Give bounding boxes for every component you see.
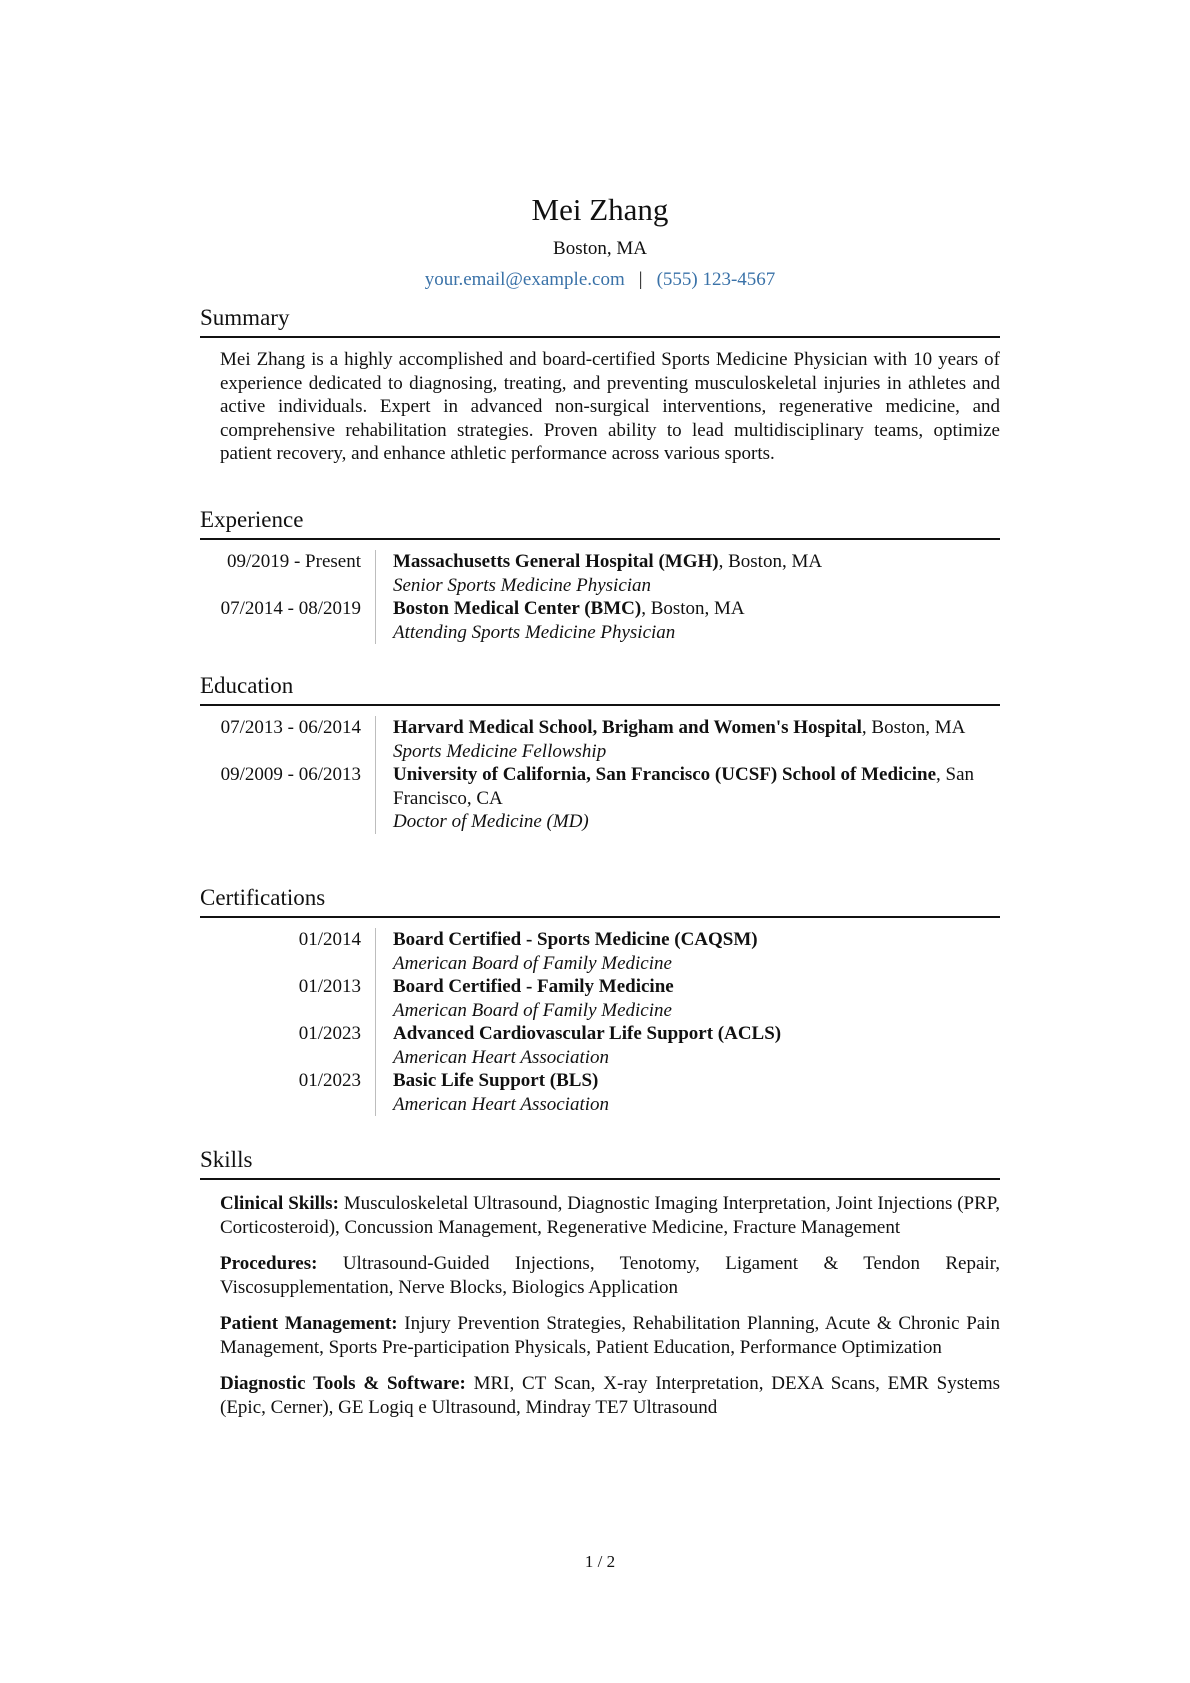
entry-place: , San Francisco, CA bbox=[393, 764, 975, 809]
certification-name: Board Certified - Family Medicine bbox=[393, 976, 674, 997]
entry-date: 01/2013 bbox=[298, 976, 361, 997]
candidate-location: Boston, MA bbox=[553, 238, 647, 259]
certifications-list bbox=[200, 928, 1000, 1116]
summary-text: Mei Zhang is a highly accomplished and board-certified Sports Medicine Physician with 10 years of experience dedicated to diagnosing, treating, and preventing musculoskeletal injuries in athletes and active individuals. Expert in advanced non-surgical interventions, regenerative medicine, and comprehensive rehabilitation strategies. Proven ability to lead multidisciplinary teams, optimize patient recovery, and enhance athletic performance across various sports. bbox=[220, 349, 1000, 464]
entry-date: 07/2014 - 08/2019 bbox=[220, 598, 361, 619]
education-entry bbox=[200, 763, 1000, 834]
skill-group bbox=[220, 1372, 1000, 1419]
entry-organization: Harvard Medical School, Brigham and Women's Hospital bbox=[393, 717, 862, 738]
entry-body bbox=[393, 975, 1000, 1022]
entry-divider bbox=[375, 763, 378, 834]
entry-title bbox=[393, 763, 1000, 810]
experience-entry bbox=[200, 597, 1000, 644]
entry-divider bbox=[375, 550, 378, 597]
entry-date: 01/2023 bbox=[298, 1070, 361, 1091]
certification-entry bbox=[200, 1022, 1000, 1069]
entry-body bbox=[393, 716, 1000, 763]
section-divider bbox=[200, 916, 1000, 918]
contact-separator: | bbox=[638, 269, 643, 290]
entry-degree: Sports Medicine Fellowship bbox=[393, 740, 607, 762]
contact-line bbox=[200, 267, 1000, 293]
section-divider bbox=[200, 704, 1000, 706]
section-title-summary: Summary bbox=[200, 305, 290, 330]
skill-group bbox=[220, 1252, 1000, 1299]
certification-entry bbox=[200, 975, 1000, 1022]
entry-divider bbox=[375, 597, 378, 644]
summary-section bbox=[200, 303, 1000, 466]
skill-group-label: Clinical Skills: bbox=[220, 1193, 339, 1214]
entry-organization: Boston Medical Center (BMC) bbox=[393, 598, 642, 619]
page-number: 1 / 2 bbox=[584, 1552, 616, 1571]
entry-body bbox=[393, 1069, 1000, 1116]
certification-name: Board Certified - Sports Medicine (CAQSM) bbox=[393, 929, 758, 950]
skill-group-text: Injury Prevention Strategies, Rehabilitation Planning, Acute & Chronic Pain Management, Sports Pre-participation Physicals, Patient Education, Performance Optimization bbox=[220, 1313, 1000, 1358]
education-section bbox=[200, 671, 1000, 834]
entry-date: 01/2014 bbox=[298, 929, 361, 950]
skill-group bbox=[220, 1192, 1000, 1239]
entry-role: Senior Sports Medicine Physician bbox=[393, 574, 652, 596]
skills-list bbox=[220, 1192, 1000, 1419]
entry-place: , Boston, MA bbox=[641, 598, 745, 619]
entry-title bbox=[393, 716, 1000, 740]
section-title-skills: Skills bbox=[200, 1147, 253, 1172]
certification-entry bbox=[200, 928, 1000, 975]
entry-title bbox=[393, 1069, 1000, 1093]
entry-degree: Doctor of Medicine (MD) bbox=[393, 811, 589, 832]
entry-title bbox=[393, 597, 1000, 621]
entry-date: 09/2009 - 06/2013 bbox=[220, 764, 361, 785]
certification-issuer: American Board of Family Medicine bbox=[393, 999, 672, 1021]
email-link[interactable]: your.email@example.com bbox=[424, 269, 625, 290]
phone-link[interactable]: (555) 123-4567 bbox=[656, 269, 776, 290]
resume-header bbox=[200, 190, 1000, 293]
entry-date: 07/2013 - 06/2014 bbox=[220, 717, 361, 738]
entry-body bbox=[393, 928, 1000, 975]
section-title-experience: Experience bbox=[200, 507, 304, 532]
experience-list bbox=[200, 550, 1000, 644]
entry-divider bbox=[375, 975, 378, 1022]
section-divider bbox=[200, 1178, 1000, 1180]
entry-date: 01/2023 bbox=[298, 1023, 361, 1044]
skills-section bbox=[200, 1145, 1000, 1432]
skill-group-label: Diagnostic Tools & Software: bbox=[220, 1373, 466, 1394]
certification-issuer: American Heart Association bbox=[393, 1093, 610, 1115]
entry-body bbox=[393, 597, 1000, 644]
entry-title bbox=[393, 1022, 1000, 1046]
education-list bbox=[200, 716, 1000, 834]
section-title-certifications: Certifications bbox=[200, 885, 326, 910]
section-divider bbox=[200, 538, 1000, 540]
entry-title bbox=[393, 550, 1000, 574]
entry-organization: Massachusetts General Hospital (MGH) bbox=[393, 551, 719, 572]
entry-date: 09/2019 - Present bbox=[226, 551, 361, 572]
section-title-education: Education bbox=[200, 673, 294, 698]
certification-name: Basic Life Support (BLS) bbox=[393, 1070, 599, 1091]
skill-group-text: Musculoskeletal Ultrasound, Diagnostic Imaging Interpretation, Joint Injections (PRP, Corticosteroid), Concussion Management, Regenerative Medicine, Fracture Management bbox=[220, 1193, 1000, 1238]
entry-body bbox=[393, 1022, 1000, 1069]
skill-group-label: Procedures: bbox=[220, 1253, 318, 1274]
entry-place: , Boston, MA bbox=[861, 717, 966, 738]
entry-place: , Boston, MA bbox=[718, 551, 823, 572]
certification-issuer: American Heart Association bbox=[393, 1046, 610, 1068]
certifications-section bbox=[200, 883, 1000, 1116]
certification-issuer: American Board of Family Medicine bbox=[393, 952, 672, 974]
entry-role: Attending Sports Medicine Physician bbox=[393, 621, 676, 643]
experience-entry bbox=[200, 550, 1000, 597]
entry-divider bbox=[375, 716, 378, 763]
entry-divider bbox=[375, 1022, 378, 1069]
education-entry bbox=[200, 716, 1000, 763]
skill-group-text: Ultrasound-Guided Injections, Tenotomy, Ligament & Tendon Repair, Viscosupplementation, Nerve Blocks, Biologics Application bbox=[220, 1253, 1000, 1298]
entry-body bbox=[393, 550, 1000, 597]
entry-body bbox=[393, 763, 1000, 834]
skill-group bbox=[220, 1312, 1000, 1359]
candidate-name: Mei Zhang bbox=[531, 192, 669, 227]
skill-group-text: MRI, CT Scan, X-ray Interpretation, DEXA Scans, EMR Systems (Epic, Cerner), GE Logiq e Ultrasound, Mindray TE7 Ultrasound bbox=[220, 1373, 1000, 1418]
entry-divider bbox=[375, 928, 378, 975]
entry-title bbox=[393, 975, 1000, 999]
skill-group-label: Patient Management: bbox=[220, 1313, 398, 1334]
entry-divider bbox=[375, 1069, 378, 1116]
section-divider bbox=[200, 336, 1000, 338]
entry-organization: University of California, San Francisco (UCSF) School of Medicine bbox=[393, 764, 937, 785]
certification-name: Advanced Cardiovascular Life Support (ACLS) bbox=[393, 1023, 782, 1044]
experience-section bbox=[200, 505, 1000, 644]
resume-page bbox=[200, 0, 1000, 1683]
certification-entry bbox=[200, 1069, 1000, 1116]
entry-title bbox=[393, 928, 1000, 952]
